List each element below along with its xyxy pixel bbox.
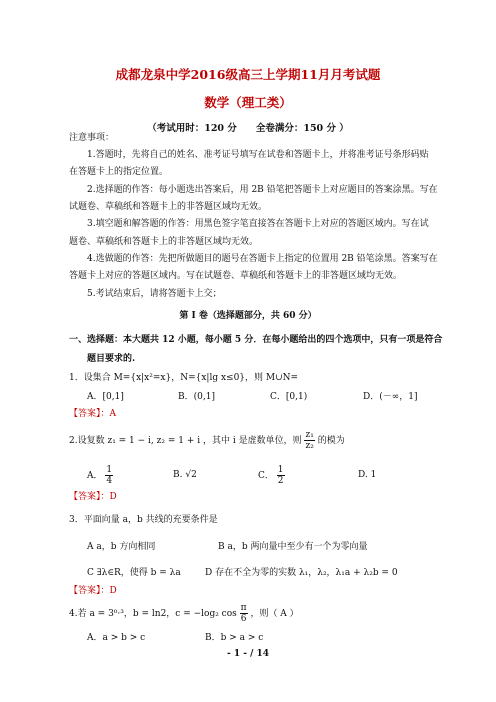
q2-fraction-den: z₂ (305, 441, 314, 451)
section-instruction-1: 一、选择题：本大题共 12 小题，每小题 5 分．在每小题给出的四个选项中，只有一项是符合 (69, 335, 443, 345)
q1-option-d: D．(－∞，1] (363, 392, 418, 402)
exam-info: （考试用时：120 分 全卷满分：150 分 ） (147, 123, 349, 134)
q3-stem: 3．平面向量 a，b 共线的充要条件是 (69, 515, 218, 525)
notice-heading: 注意事项： (69, 133, 115, 143)
q2-fraction-num: z₁ (305, 430, 314, 440)
q2-answer: 【答案】：D (69, 492, 117, 502)
q3-option-a: A a，b 方向相同 (87, 542, 156, 552)
exam-title: 成都龙泉中学2016级高三上学期11月月考试题 (115, 67, 381, 82)
q4-option-b: B．b > a > c (205, 633, 264, 643)
q4-fraction-num: π (240, 603, 247, 613)
notice-line-7: 4.选做题的作答：先把所做题目的题号在答题卡上指定的位置用 2B 铅笔涂黑。答案写在 (87, 254, 438, 264)
q2-option-a-label: A． (87, 471, 103, 481)
q2-stem (69, 430, 345, 451)
q4-option-a: A．a > b > c (87, 633, 146, 643)
q3-option-d: D 存在不全为零的实数 λ₁，λ₂，λ₁a + λ₂b = 0 (205, 568, 398, 578)
q3-option-b: B a，b 两向量中至少有一个为零向量 (218, 542, 368, 552)
q2-option-c (258, 465, 285, 486)
section-heading: 第 I 卷（选择题部分，共 60 分） (179, 311, 317, 321)
q1-option-b: B．(0,1] (178, 392, 215, 402)
q1-option-a: A．[0,1] (87, 392, 124, 402)
notice-line-5: 3.填空题和解答题的作答：用黑色签字笔直接答在答题卡上对应的答题区域内。写在试 (87, 219, 429, 229)
page-number: - 1 - / 14 (226, 649, 270, 659)
q2-option-a (87, 465, 113, 486)
q2-option-d: D. 1 (358, 470, 377, 480)
q4-stem (69, 603, 299, 624)
q1-option-c: C．[0,1) (270, 392, 308, 402)
q2-option-c-fraction (277, 465, 285, 486)
q2-option-b: B. √2 (173, 470, 197, 480)
q4-stem-prefix: 4.若 a = 3⁰·³，b = ln2，c = −log₂ cos (69, 609, 237, 619)
notice-line-6: 题卷、草稿纸和答题卡上的非答题区域均无效。 (69, 237, 259, 247)
q2-fraction (304, 430, 314, 451)
q2-stem-prefix: 2.设复数 z₁ = 1 − i, z₂ = 1 + i ，其中 i 是虚数单位，则 (69, 436, 302, 446)
q2-option-a-fraction (105, 465, 113, 486)
notice-line-2: 在答题卡上的指定位置。 (69, 167, 169, 177)
q4-stem-suffix: ，则（ A ） (250, 609, 299, 619)
q1-stem: 1．设集合 M={x|x²=x}，N={x|lg x≤0}，则 M∪N= (69, 373, 299, 383)
q3-option-c: C ∃λ∈R，使得 b = λa (87, 568, 181, 578)
q2-stem-suffix: 的模为 (317, 436, 345, 446)
q2-option-c-num: 1 (277, 465, 284, 475)
notice-line-4: 试题卷、草稿纸和答题卡上的非答题区域均无效。 (69, 202, 268, 212)
notice-line-3: 2.选择题的作答：每小题选出答案后，用 2B 铅笔把答题卡上对应题目的答案涂黑。写在 (87, 185, 438, 195)
q1-answer: 【答案】：A (69, 409, 116, 419)
q4-fraction (240, 603, 248, 624)
notice-line-1: 1.答题时，先将自己的姓名、准考证号填写在试卷和答题卡上，并将准考证号条形码贴 (87, 150, 429, 160)
q4-fraction-den: 6 (240, 614, 247, 624)
section-instruction-2: 题目要求的. (87, 354, 136, 364)
q2-option-c-label: C． (258, 471, 274, 481)
exam-subtitle: 数学（理工类） (204, 95, 292, 110)
q2-option-c-den: 2 (277, 476, 284, 486)
q2-option-a-den: 4 (106, 476, 113, 486)
q2-option-a-num: 1 (106, 465, 113, 475)
notice-line-9: 5.考试结束后，请将答题卡上交； (87, 289, 222, 299)
q3-answer: 【答案】：D (69, 586, 117, 596)
notice-line-8: 答题卡上对应的答题区域内。写在试题卷、草稿纸和答题卡上的非答题区域均无效。 (69, 271, 403, 281)
